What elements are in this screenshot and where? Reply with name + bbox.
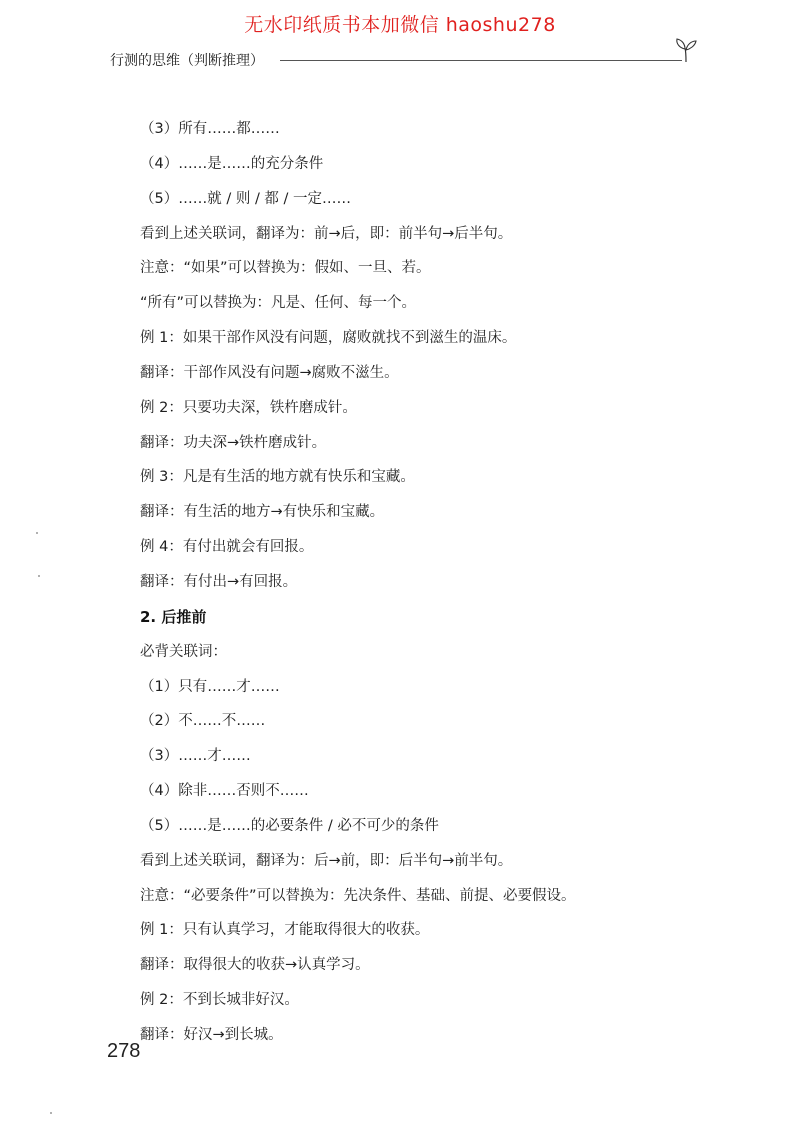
text-line: （4）除非……否则不…… xyxy=(140,783,309,800)
page-body xyxy=(140,112,660,1053)
text-line: 翻译：好汉→到长城。 xyxy=(140,1026,283,1043)
scan-speck xyxy=(38,575,40,577)
watermark-text: 无水印纸质书本加微信 haoshu278 xyxy=(244,14,556,36)
sprout-icon xyxy=(672,36,700,64)
header-rule xyxy=(280,60,682,61)
text-line: （5）……是……的必要条件 / 必不可少的条件 xyxy=(140,817,439,834)
text-line: 例 1：如果干部作风没有问题，腐败就找不到滋生的温床。 xyxy=(140,330,517,347)
text-line: 看到上述关联词，翻译为：后→前，即：后半句→前半句。 xyxy=(140,852,513,869)
text-line: 例 4：有付出就会有回报。 xyxy=(140,539,314,556)
text-line: 必背关联词： xyxy=(140,643,227,660)
text-line: （5）……就 / 则 / 都 / 一定…… xyxy=(140,190,352,207)
page-number: 278 xyxy=(107,1040,141,1062)
text-line: （3）所有……都…… xyxy=(140,121,280,137)
header-title: 行测的思维（判断推理） xyxy=(110,50,272,70)
text-line: 例 2：不到长城非好汉。 xyxy=(140,992,299,1009)
text-line: （3）……才…… xyxy=(140,748,251,765)
text-line: “所有”可以替换为：凡是、任何、每一个。 xyxy=(140,295,417,312)
text-line: 翻译：功夫深→铁杵磨成针。 xyxy=(140,434,327,451)
text-line: 例 2：只要功夫深，铁杵磨成针。 xyxy=(140,399,357,416)
scan-speck xyxy=(36,532,38,534)
text-line: 例 3：凡是有生活的地方就有快乐和宝藏。 xyxy=(140,469,415,486)
text-line: 翻译：取得很大的收获→认真学习。 xyxy=(140,957,370,974)
section-heading: 2. 后推前 xyxy=(140,607,207,626)
running-header xyxy=(110,50,700,72)
text-line: 翻译：干部作风没有问题→腐败不滋生。 xyxy=(140,364,399,381)
text-line: 翻译：有付出→有回报。 xyxy=(140,573,298,590)
text-line: 例 1：只有认真学习，才能取得很大的收获。 xyxy=(140,922,430,939)
scan-speck xyxy=(50,1112,52,1114)
text-line: （1）只有……才…… xyxy=(140,678,280,695)
text-line: （4）……是……的充分条件 xyxy=(140,155,324,172)
text-line: 注意：“如果”可以替换为：假如、一旦、若。 xyxy=(140,260,431,277)
text-line: 看到上述关联词，翻译为：前→后，即：前半句→后半句。 xyxy=(140,225,513,242)
text-line: 翻译：有生活的地方→有快乐和宝藏。 xyxy=(140,504,385,521)
text-line: 注意：“必要条件”可以替换为：先决条件、基础、前提、必要假设。 xyxy=(140,887,576,904)
text-line: （2）不……不…… xyxy=(140,713,266,730)
